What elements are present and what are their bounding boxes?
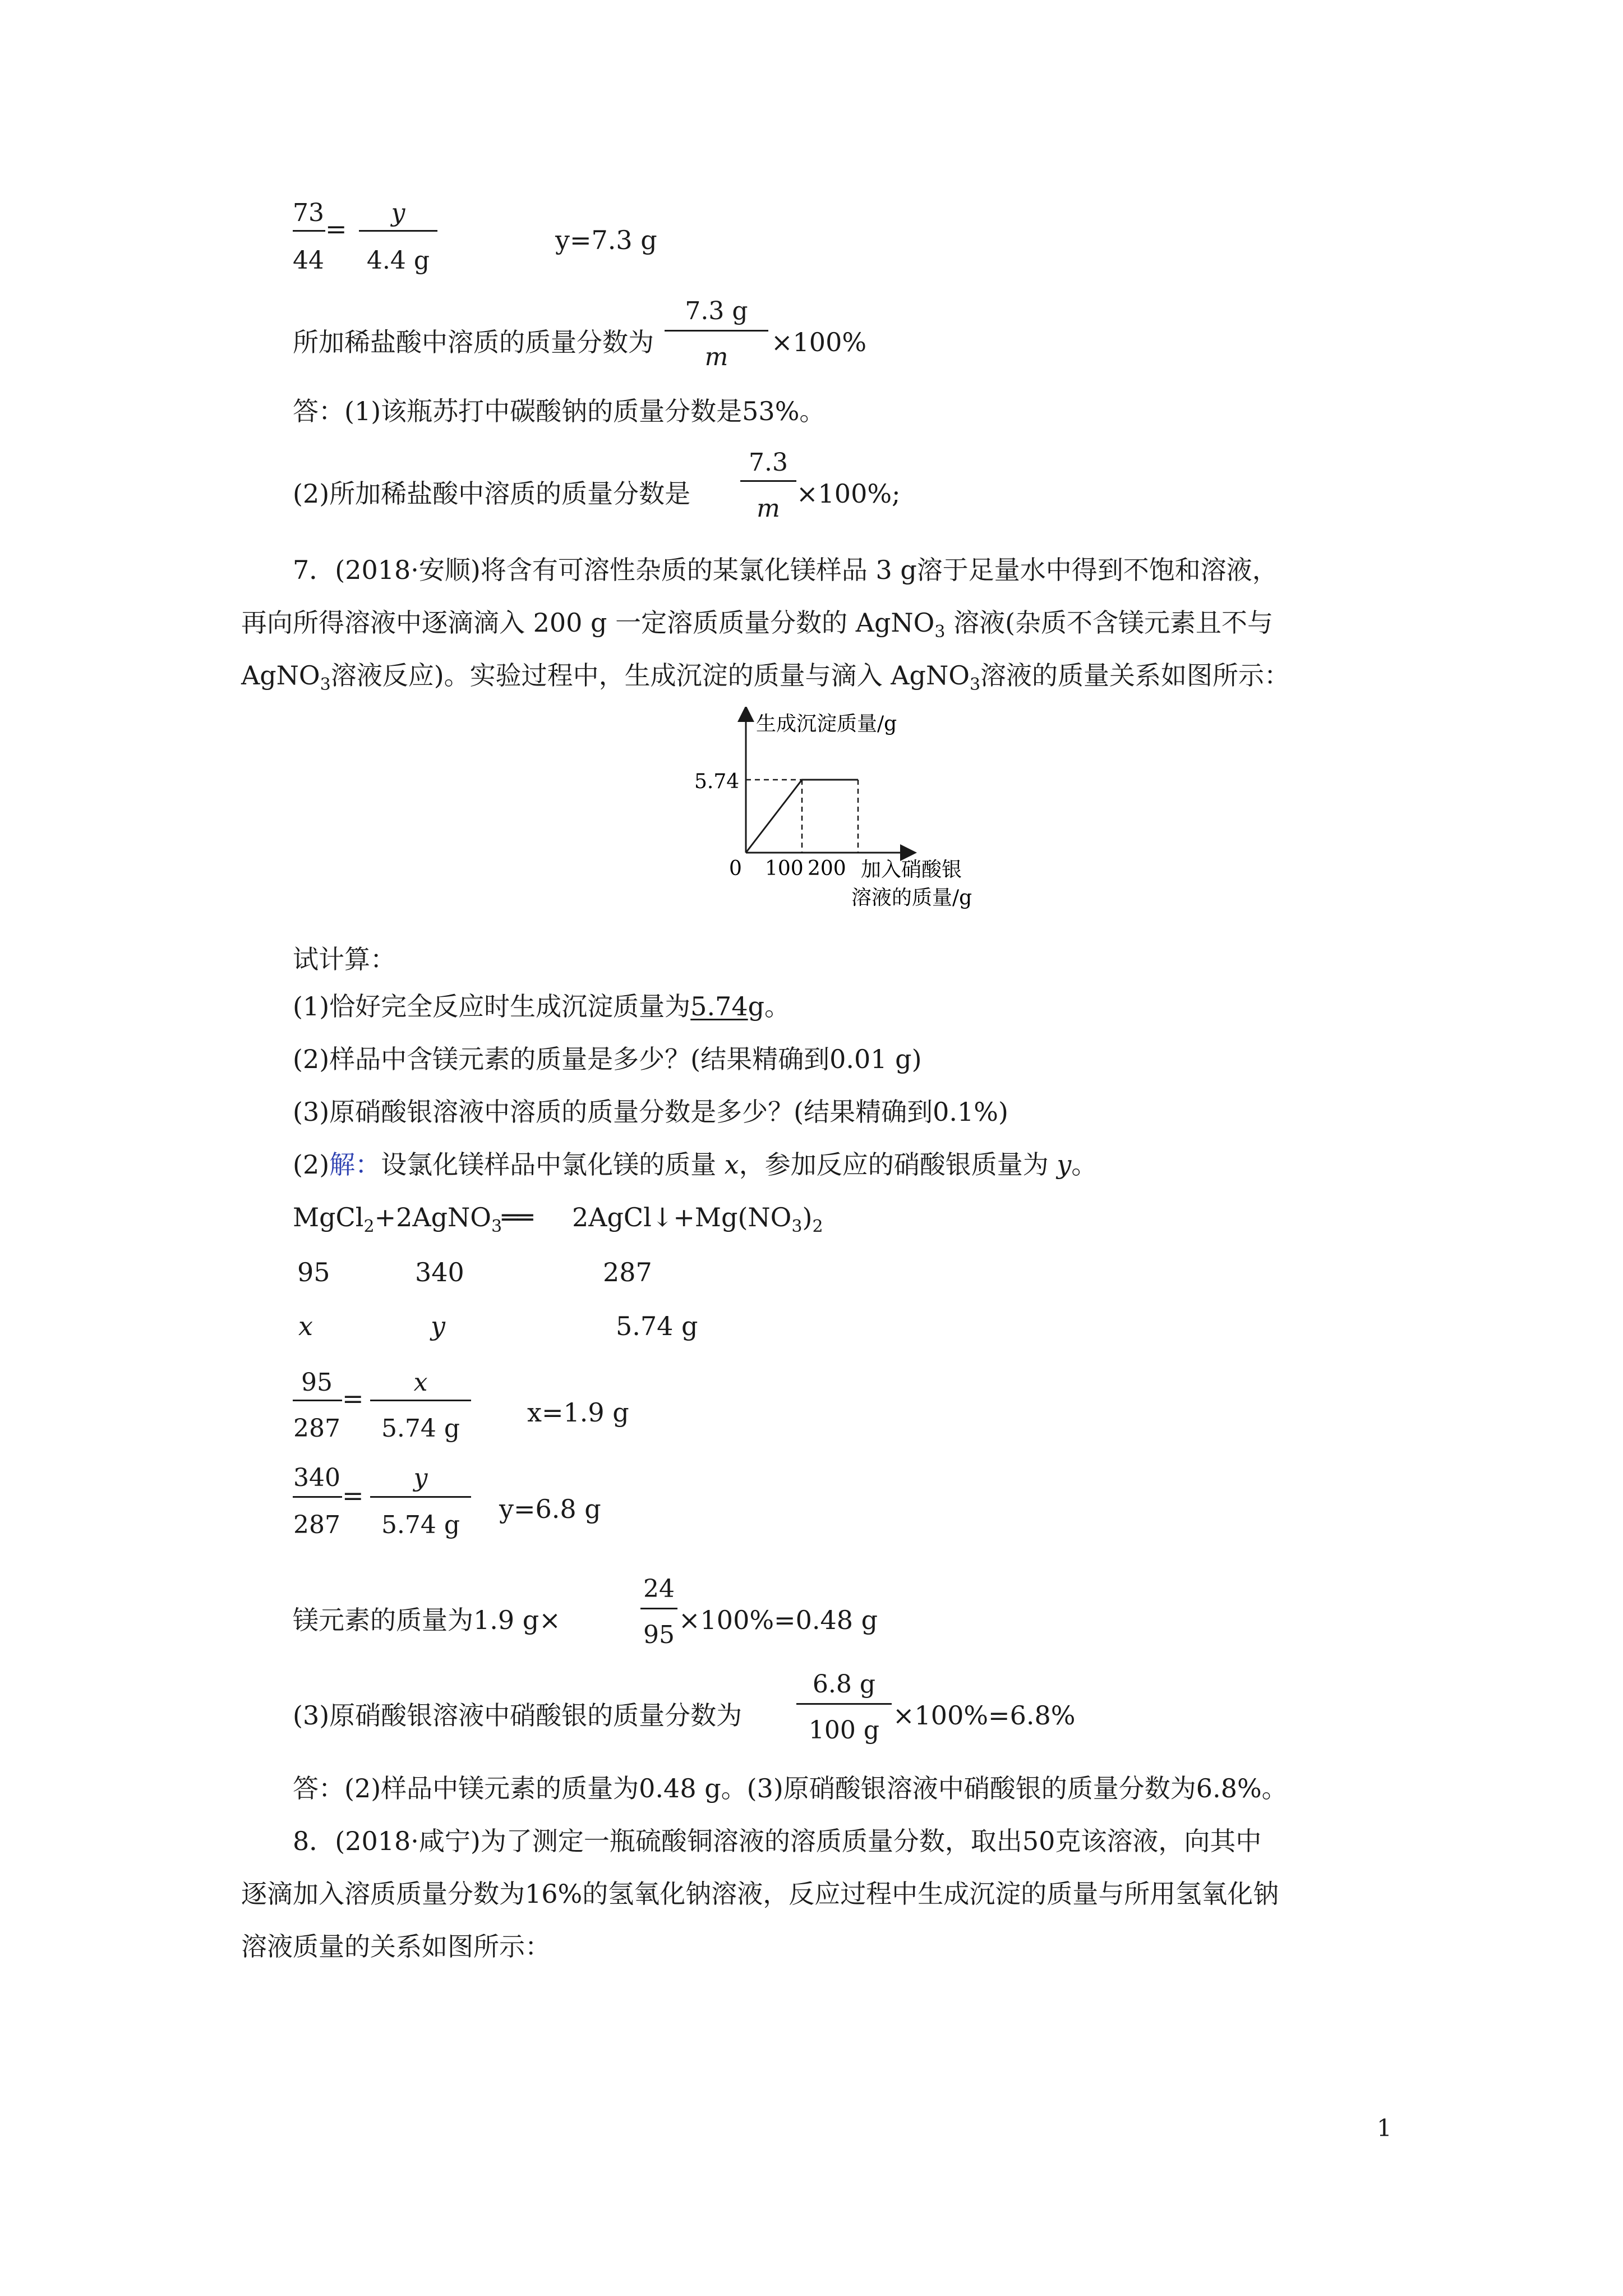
y-result: y=7.3 g	[555, 225, 657, 255]
fraction-numerator: 73	[293, 199, 324, 227]
x-axis-label: 溶液的质量/g	[851, 886, 972, 909]
fraction-bar	[665, 330, 768, 332]
equals-sign: =	[325, 214, 347, 244]
fraction-numerator: 95	[301, 1368, 333, 1397]
solution-intro: (2)解：设氯化镁样品中氯化镁的质量 x，参加反应的硝酸银质量为 y。	[293, 1149, 1098, 1180]
try-compute: 试计算：	[293, 944, 396, 974]
q8-line-2: 逐滴加入溶质质量分数为16%的氢氧化钠溶液，反应过程中生成沉淀的质量与所用氢氧化钠	[241, 1879, 1279, 1909]
fraction-numerator: y	[413, 1464, 428, 1492]
molar-mass: 287	[603, 1257, 652, 1287]
fraction-bar	[370, 1496, 471, 1498]
agno3-fraction-label: (3)原硝酸银溶液中硝酸银的质量分数为	[293, 1700, 743, 1731]
molar-mass: 340	[415, 1257, 464, 1287]
equals-sign: =	[342, 1383, 364, 1414]
fraction-bar	[796, 1703, 892, 1705]
fraction-numerator: y	[391, 199, 405, 227]
fraction-denominator: 287	[293, 1511, 340, 1539]
x-tick-label: 100	[765, 857, 804, 880]
variable: y	[431, 1311, 445, 1341]
chemical-equation-left: MgCl$_2$+2AgNO$_3$══	[293, 1202, 533, 1236]
answer-1: 答：(1)该瓶苏打中碳酸钠的质量分数是53%。	[293, 396, 826, 426]
fraction-bar	[359, 230, 437, 232]
q7-line-3: AgNO$_3$溶液反应)。实验过程中，生成沉淀的质量与滴入 AgNO$_3$溶液的质量关系如图所示：	[241, 660, 1290, 694]
fraction-denominator: m	[757, 494, 780, 523]
fraction-numerator: 7.3	[749, 448, 788, 477]
fraction-numerator: x	[413, 1368, 428, 1397]
q7-line-2: 再向所得溶液中逐滴滴入 200 g 一定溶质质量分数的 AgNO$_3$ 溶液(杂质不含镁元素且不与	[241, 608, 1274, 642]
x-axis-label: 加入硝酸银	[861, 858, 962, 881]
fraction-bar	[293, 230, 325, 232]
fraction-denominator: 95	[643, 1621, 675, 1649]
mg-mass-result: ×100%=0.48 g	[679, 1605, 878, 1635]
molar-mass: 95	[297, 1257, 330, 1287]
fraction-bar	[740, 480, 796, 482]
fraction-bar	[640, 1608, 677, 1609]
fraction-bar	[293, 1496, 342, 1498]
origin-label: 0	[729, 857, 742, 880]
answer-2-suffix: ×100%;	[796, 478, 901, 509]
q7-line-1: 7．(2018·安顺)将含有可溶性杂质的某氯化镁样品 3 g溶于足量水中得到不饱和溶液，	[293, 555, 1278, 585]
q8-line-1: 8．(2018·咸宁)为了测定一瓶硫酸铜溶液的溶质质量分数，取出50克该溶液，向其中	[293, 1826, 1262, 1856]
fraction-bar	[293, 1400, 342, 1401]
fraction-denominator: 44	[293, 246, 324, 275]
fraction-numerator: 340	[293, 1464, 340, 1492]
answer-q7: 答：(2)样品中镁元素的质量为0.48 g。(3)原硝酸银溶液中硝酸银的质量分数为6.8%。	[293, 1773, 1288, 1803]
sub-question-1: (1)恰好完全反应时生成沉淀质量为5.74g。	[293, 991, 791, 1022]
answer-blank: 5.74	[690, 991, 748, 1022]
fraction-denominator: 100 g	[808, 1716, 880, 1745]
variable: x	[298, 1311, 313, 1341]
y-tick-label: 5.74	[694, 770, 740, 793]
sub-question-2: (2)样品中含镁元素的质量是多少？(结果精确到0.01 g)	[293, 1044, 922, 1074]
sub-question-3: (3)原硝酸银溶液中溶质的质量分数是多少？(结果精确到0.1%)	[293, 1097, 1008, 1127]
times-100: ×100%	[771, 327, 867, 357]
y-axis-label: 生成沉淀质量/g	[756, 712, 897, 735]
x-result: x=1.9 g	[527, 1397, 629, 1428]
mass-value: 5.74 g	[616, 1311, 698, 1341]
fraction-numerator: 7.3 g	[685, 297, 748, 325]
hcl-fraction-label: 所加稀盐酸中溶质的质量分数为	[293, 327, 654, 357]
chemical-equation-right: $2AgCl↓+Mg(NO_3)_2$	[572, 1202, 823, 1236]
answer-2-label: (2)所加稀盐酸中溶质的质量分数是	[293, 478, 691, 509]
y-result: y=6.8 g	[499, 1494, 601, 1524]
fraction-denominator: m	[704, 343, 728, 371]
agno3-result: ×100%=6.8%	[893, 1700, 1076, 1731]
fraction-numerator: 24	[643, 1575, 675, 1603]
fraction-numerator: 6.8 g	[812, 1670, 876, 1699]
fraction-denominator: 4.4 g	[366, 246, 430, 275]
x-tick-label: 200	[808, 857, 846, 880]
fraction-denominator: 5.74 g	[381, 1511, 460, 1539]
fraction-denominator: 5.74 g	[381, 1414, 460, 1443]
fraction-denominator: 287	[293, 1414, 340, 1443]
page-number: 1	[1377, 2114, 1392, 2142]
mg-mass-label: 镁元素的质量为1.9 g×	[293, 1605, 561, 1635]
precipitate-chart	[684, 707, 1032, 920]
fraction-bar	[370, 1400, 471, 1401]
equals-sign: =	[342, 1480, 364, 1511]
q8-line-3: 溶液质量的关系如图所示：	[241, 1931, 551, 1962]
